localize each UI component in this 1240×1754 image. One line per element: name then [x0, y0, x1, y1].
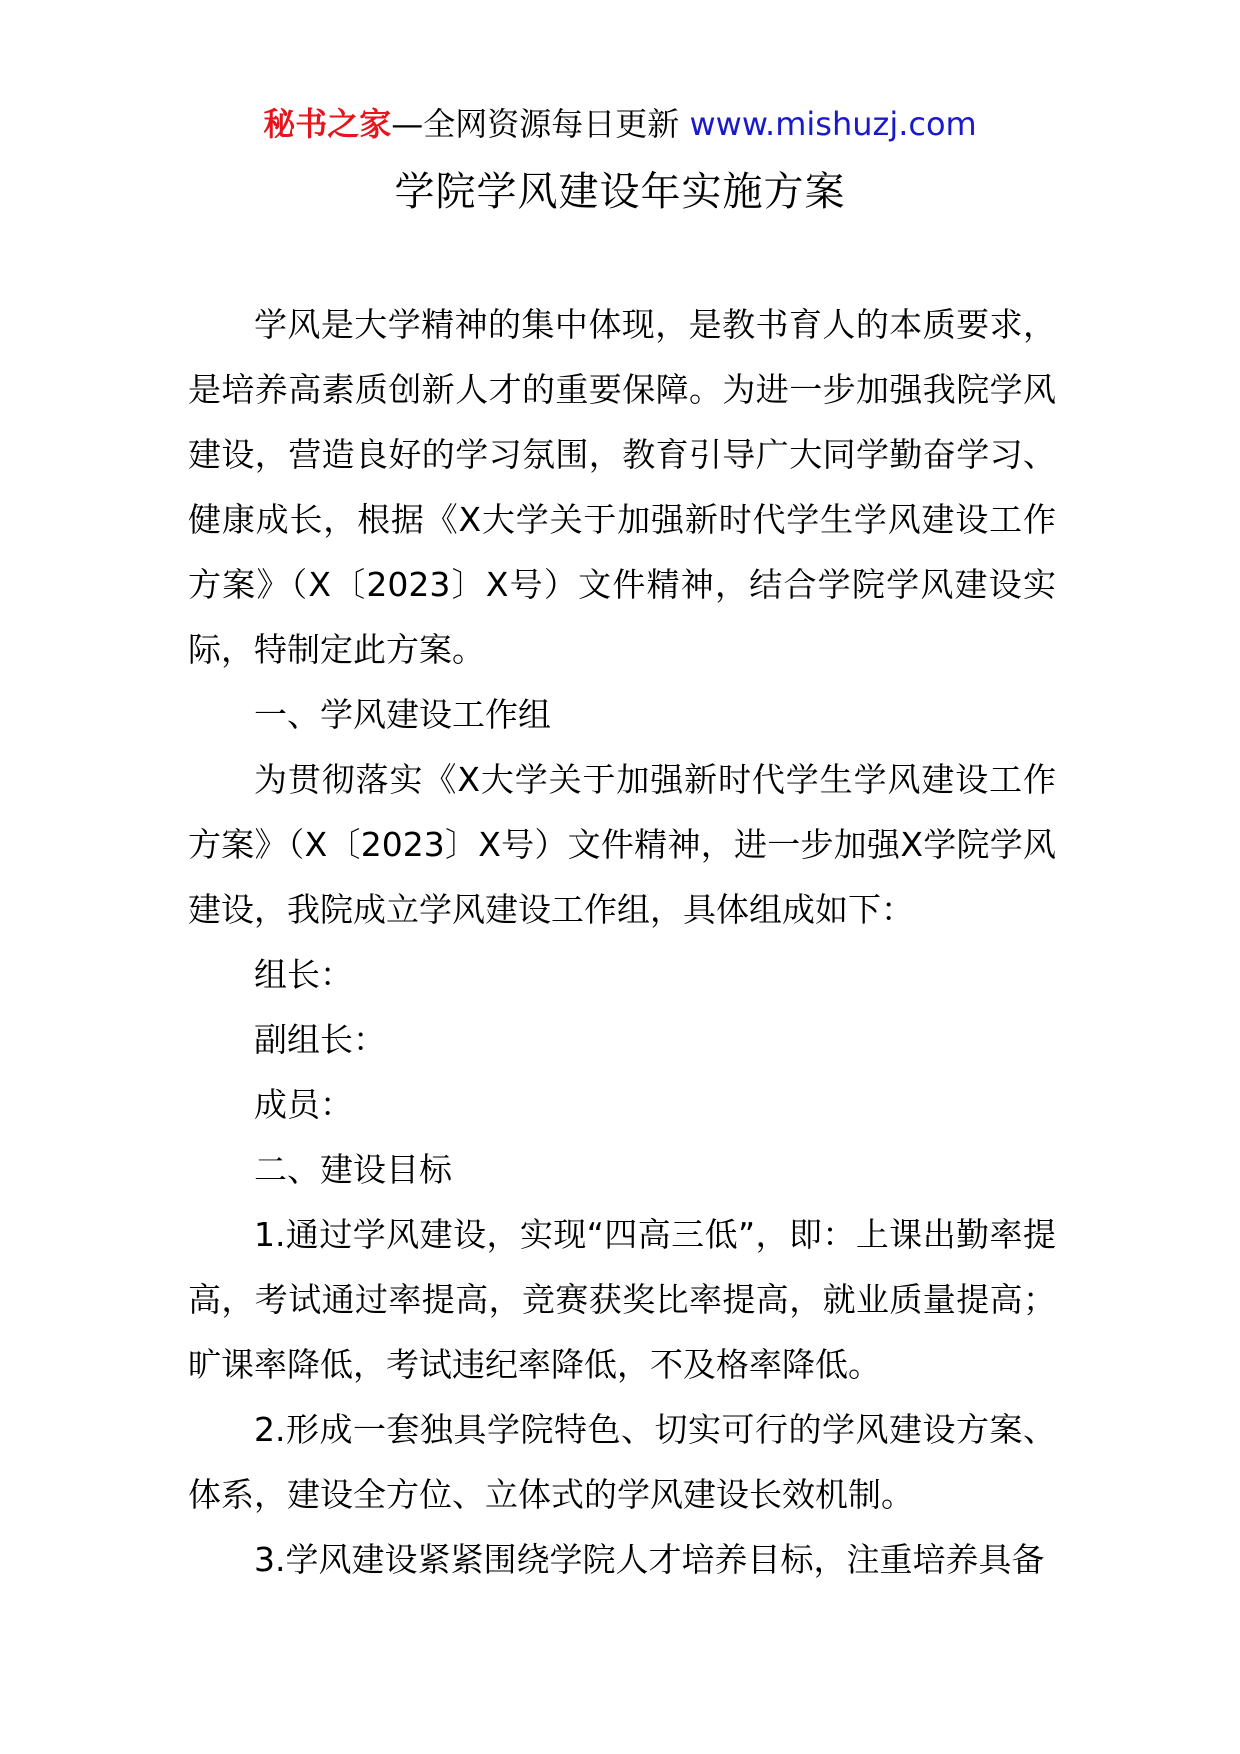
banner-tagline: —全网资源每日更新 — [391, 105, 680, 143]
section-heading-goals: 二、建设目标 — [254, 1150, 452, 1189]
site-banner — [0, 100, 1240, 148]
group-leader-line: 组长： — [254, 955, 353, 994]
intro-paragraph: 学风是大学精神的集中体现，是教书育人的本质要求，是培养高素质创新人才的重要保障。为进一步加强我院学风建设，营造良好的学习氛围，教育引导广大同学勤奋学习、健康成长，根据《X大学关于加强新时代学生学风建设工作方案》（X〔2023〕X号）文件精神，结合学院学风建设实际，特制定此方案。 — [188, 305, 1056, 669]
goal-item-2: 2.形成一套独具学院特色、切实可行的学风建设方案、体系，建设全方位、立体式的学风建设长效机制。 — [188, 1410, 1056, 1514]
document-title: 学院学风建设年实施方案 — [394, 169, 846, 215]
brand-name: 秘书之家 — [263, 105, 392, 143]
members-line: 成员： — [254, 1085, 353, 1124]
working-group-paragraph: 为贯彻落实《X大学关于加强新时代学生学风建设工作方案》（X〔2023〕X号）文件精神，进一步加强X学院学风建设，我院成立学风建设工作组，具体组成如下： — [188, 760, 1056, 929]
deputy-leader-line: 副组长： — [254, 1020, 386, 1059]
site-url-link[interactable]: www.mishuzj.com — [689, 105, 977, 143]
goal-item-3: 3.学风建设紧紧围绕学院人才培养目标，注重培养具备 — [254, 1540, 1045, 1579]
section-heading-working-group: 一、学风建设工作组 — [254, 695, 551, 734]
document-body — [188, 292, 1056, 1592]
goal-item-1: 1.通过学风建设，实现“四高三低”，即：上课出勤率提高，考试通过率提高，竞赛获奖比率提高，就业质量提高；旷课率降低，考试违纪率降低，不及格率降低。 — [188, 1215, 1056, 1384]
